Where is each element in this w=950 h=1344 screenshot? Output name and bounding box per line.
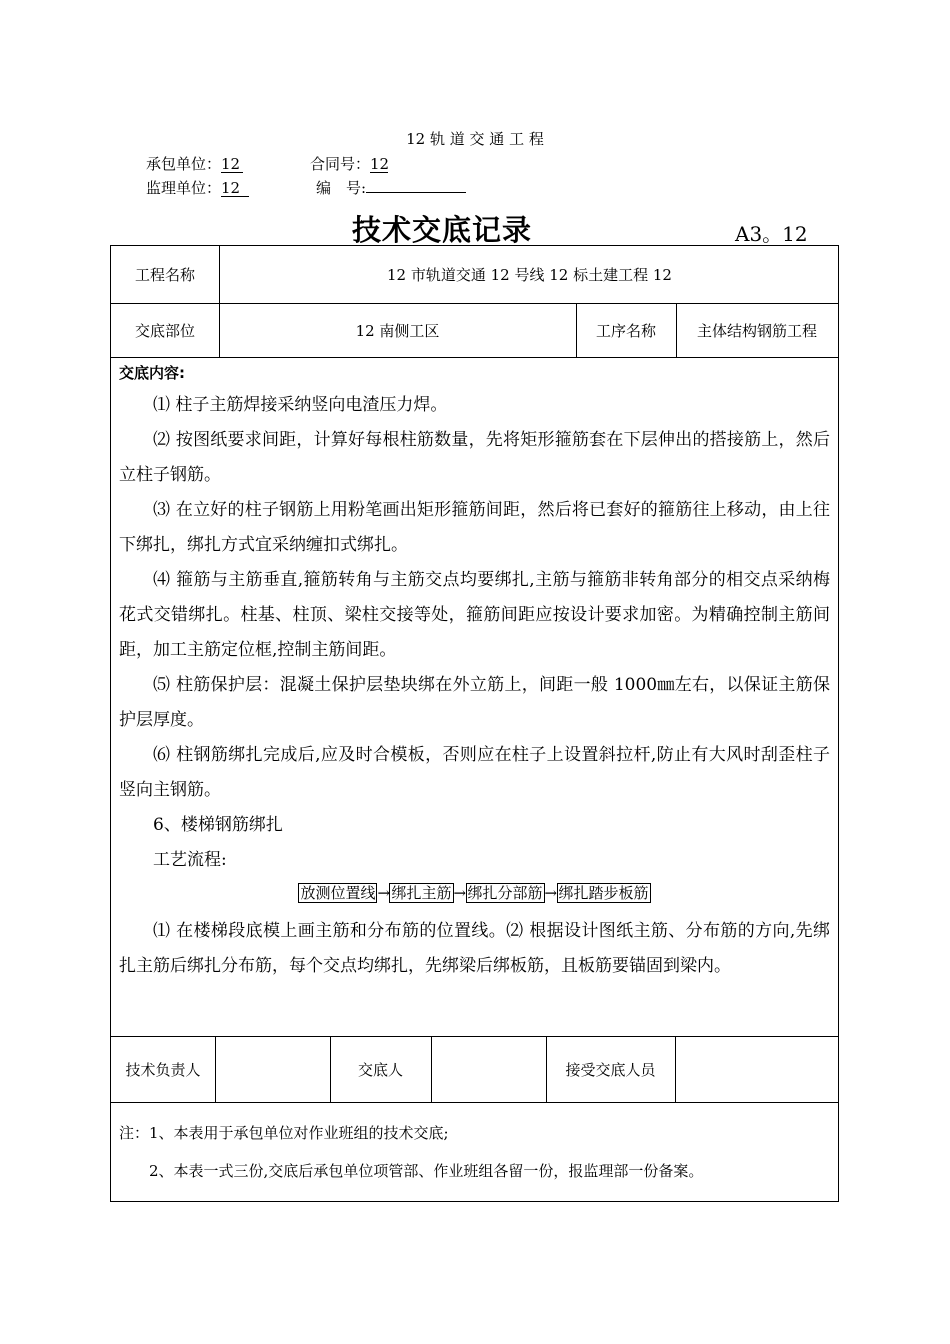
disclosure-table (110, 245, 839, 1202)
serial-value (366, 192, 466, 193)
serial-line (316, 177, 466, 198)
content-paragraph: ⑹ 柱钢筋绑扎完成后,应及时合模板，否则应在柱子上设置斜拉杆,防止有大风时刮歪柱子竖向主钢筋。 (119, 745, 830, 800)
supervisor-line (146, 177, 249, 198)
flow-step: 绑扎踏步板筋 (558, 884, 649, 902)
note-line: 2、本表一式三份,交底后承包单位项管部、作业班组各留一份，报监理部一份备案。 (149, 1162, 704, 1180)
content-paragraph: ⑷ 箍筋与主筋垂直,箍筋转角与主筋交点均要绑扎,主筋与箍筋非转角部分的相交点采纳梅花式交错绑扎。柱基、柱顶、梁柱交接等处，箍筋间距应按设计要求加密。为精确控制主筋间距，加工主筋定位框,控制主筋间距。 (119, 570, 830, 660)
tech-lead-label: 技术负责人 (125, 1060, 201, 1079)
content-paragraph: ⑴ 柱子主筋焊接采纳竖向电渣压力焊。 (153, 395, 448, 415)
flow-step: 放测位置线 (300, 884, 376, 902)
process-label: 工序名称 (595, 321, 656, 340)
row-divider (111, 1102, 838, 1103)
serial-label: 编 号: (316, 179, 367, 197)
contract-no-label: 合同号： (310, 155, 371, 173)
contractor-line (146, 153, 243, 174)
discloser-label: 交底人 (357, 1060, 403, 1079)
contractor-label: 承包单位： (146, 155, 222, 173)
project-name-label: 工程名称 (134, 266, 195, 284)
content-paragraph: ⑸ 柱筋保护层：混凝土保护层垫块绑在外立筋上，间距一般 1000㎜左右，以保证主筋保护层厚度。 (119, 675, 830, 730)
contract-no-value: 12 (370, 155, 390, 173)
contractor-value: 12 (221, 156, 243, 173)
flow-step: 绑扎主筋 (391, 884, 452, 902)
notes (119, 1114, 830, 1190)
form-number: A3。12 (735, 222, 808, 246)
process-flow-label: 工艺流程: (153, 850, 227, 870)
arrow-right-icon: → (544, 884, 558, 902)
supervisor-label: 监理单位： (146, 179, 222, 197)
part-label: 交底部位 (134, 321, 195, 340)
contract-no-line (310, 153, 388, 174)
content-paragraph: ⑵ 按图纸要求间距，计算好每根柱筋数量，先将矩形箍筋套在下层伸出的搭接筋上，然后立柱子钢筋。 (119, 430, 830, 485)
process-value: 主体结构钢筋工程 (696, 321, 817, 340)
process-flow (119, 880, 830, 906)
document-title: 技术交底记录 (352, 213, 533, 247)
arrow-right-icon: → (377, 884, 391, 902)
receiver-signature[interactable] (675, 1036, 838, 1102)
note-line: 注：1、本表用于承包单位对作业班组的技术交底; (119, 1124, 449, 1142)
tech-lead-signature[interactable] (215, 1036, 330, 1102)
content-paragraph: ⑴ 在楼梯段底模上画主筋和分布筋的位置线。⑵ 根据设计图纸主筋、分布筋的方向,先绑扎主筋后绑扎分布筋，每个交点均绑扎，先绑梁后绑板筋，且板筋要锚固到梁内。 (119, 921, 830, 976)
project-name-value: 12 市轨道交通 12 号线 12 标土建工程 12 (387, 266, 672, 284)
disclosure-content (119, 358, 830, 984)
content-paragraph: ⑶ 在立好的柱子钢筋上用粉笔画出矩形箍筋间距，然后将已套好的箍筋往上移动，由上往下绑扎，绑扎方式宜采纳缠扣式绑扎。 (119, 500, 830, 555)
arrow-right-icon: → (453, 884, 467, 902)
part-value: 12 南侧工区 (355, 321, 440, 340)
content-label: 交底内容: (119, 364, 185, 382)
supervisor-value: 12 (221, 180, 249, 197)
discloser-signature[interactable] (431, 1036, 546, 1102)
project-heading: 12 轨 道 交 通 工 程 (406, 130, 544, 148)
section-heading: 6、楼梯钢筋绑扎 (153, 815, 283, 835)
receiver-label: 接受交底人员 (565, 1060, 656, 1079)
flow-step: 绑扎分部筋 (467, 884, 543, 902)
